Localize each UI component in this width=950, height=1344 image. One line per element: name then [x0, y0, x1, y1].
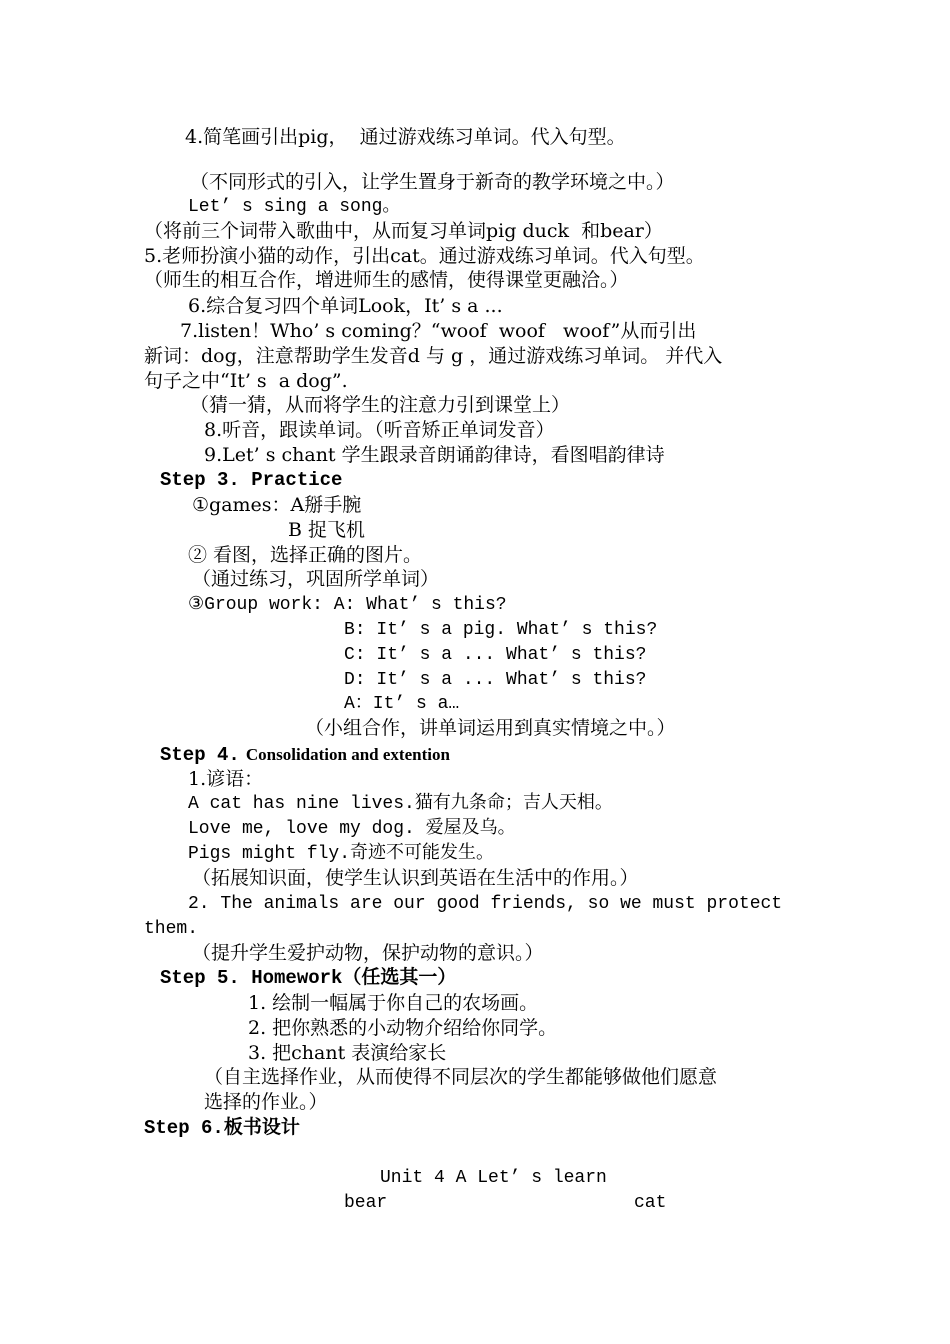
dialogue-line: D: It’ s a ... What’ s this? [344, 670, 647, 690]
section-heading-step4 [160, 742, 450, 767]
practice-item: ② 看图，选择正确的图片。 [188, 544, 423, 566]
text-line: 4.简笔画引出pig， 通过游戏练习单词。代入句型。 [185, 126, 626, 148]
proverb: Pigs might fly.奇迹不可能发生。 [188, 844, 495, 864]
text-line: 句子之中“It’ s a dog”. [144, 370, 348, 392]
text-line: （将前三个词带入歌曲中，从而复习单词pig duck 和bear） [144, 220, 663, 242]
step4-prefix: Step 4. [160, 744, 240, 766]
practice-item: ①games：A掰手腕 [192, 494, 362, 516]
dialogue-line: C: It’ s a ... What’ s this? [344, 645, 647, 665]
text-note: （拓展知识面，使学生认识到英语在生活中的作用。） [192, 867, 639, 889]
homework-item: 2. 把你熟悉的小动物介绍给你同学。 [248, 1017, 558, 1039]
text-line: 1.谚语： [188, 768, 264, 790]
text-line: 9.Let’ s chant 学生跟录音朗诵韵律诗，看图唱韵律诗 [204, 444, 665, 466]
text-note: 选择的作业。） [204, 1091, 328, 1113]
text-line: （不同形式的引入，让学生置身于新奇的教学环境之中。） [190, 171, 675, 193]
text-line: （猜一猜，从而将学生的注意力引到课堂上） [190, 394, 571, 416]
practice-item: ③Group work: A: What’ s this? [188, 595, 507, 615]
text-line: 7.listen！Who’ s coming？“woof woof woof”从而引出 [180, 320, 697, 342]
board-title: Unit 4 A Let’ s learn [380, 1168, 607, 1188]
section-heading-step6: Step 6.板书设计 [144, 1117, 300, 1139]
text-line: （师生的相互合作，增进师生的感情，使得课堂更融洽。） [144, 269, 629, 291]
text-line: 2. The animals are our good friends, so we must protect [188, 894, 783, 914]
homework-item: 1. 绘制一幅属于你自己的农场画。 [248, 992, 539, 1014]
text-line: them. [144, 919, 199, 939]
proverb: Love me, love my dog. 爱屋及乌。 [188, 819, 516, 839]
text-line: 5.老师扮演小猫的动作，引出cat。通过游戏练习单词。代入句型。 [144, 245, 705, 267]
practice-note: （通过练习，巩固所学单词） [192, 568, 440, 590]
board-word: bear [344, 1193, 388, 1213]
text-note: （提升学生爱护动物，保护动物的意识。） [192, 942, 544, 964]
section-heading-step3: Step 3. Practice [160, 469, 343, 491]
practice-item: B 捉飞机 [288, 519, 366, 541]
homework-item: 3. 把chant 表演给家长 [248, 1042, 447, 1064]
text-line: 6.综合复习四个单词Look，It’ s a ... [188, 295, 503, 317]
text-line: Let’ s sing a song。 [188, 197, 401, 217]
text-line: 新词：dog，注意帮助学生发音d 与 g ，通过游戏练习单词。 并代入 [144, 345, 723, 367]
proverb: A cat has nine lives.猫有九条命；吉人天相。 [188, 794, 613, 814]
section-heading-step5: Step 5. Homework（任选其一） [160, 967, 457, 989]
dialogue-line: A：It’ s a… [344, 694, 460, 714]
practice-note: （小组合作，讲单词运用到真实情境之中。） [305, 717, 676, 739]
board-word: cat [634, 1193, 667, 1213]
step4-title: Consolidation and extention [245, 745, 450, 764]
text-note: （自主选择作业，从而使得不同层次的学生都能够做他们愿意 [204, 1066, 718, 1088]
dialogue-line: B: It’ s a pig. What’ s this? [344, 620, 658, 640]
text-line: 8.听音，跟读单词。（听音矫正单词发音） [204, 419, 555, 441]
